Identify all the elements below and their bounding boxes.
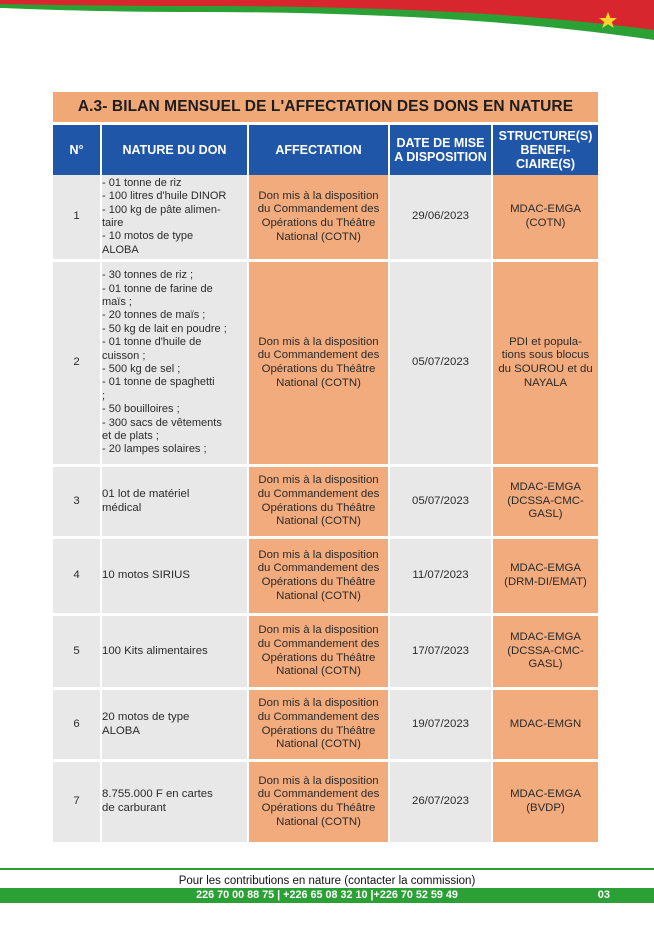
row-structure-line: MDAC-EMGA — [510, 631, 581, 644]
row-date: 19/07/2023 — [390, 690, 493, 762]
row-nature-line: - 20 tonnes de maïs ; — [102, 309, 206, 322]
row-structure — [493, 690, 598, 762]
row-affectation-line: National (COTN) — [276, 589, 361, 602]
row-nature-line: - 01 tonne de farine de — [102, 282, 213, 295]
row-affectation — [249, 616, 390, 690]
row-nature-line: 01 lot de matériel — [102, 487, 190, 500]
row-nature-line: ALOBA — [102, 724, 140, 737]
row-nature — [102, 539, 249, 616]
row-date: 17/07/2023 — [390, 616, 493, 690]
row-affectation-line: du Commandement des — [257, 788, 380, 801]
row-affectation-line: Don mis à la disposition — [258, 624, 379, 637]
row-number: 6 — [53, 690, 102, 762]
row-affectation-line: du Commandement des — [257, 562, 380, 575]
row-affectation-line: Don mis à la disposition — [258, 335, 379, 348]
row-structure — [493, 262, 598, 467]
header-nature: NATURE DU DON — [102, 125, 249, 175]
row-nature-line: - 10 motos de type — [102, 230, 194, 243]
header-structure-line-3: CIAIRE(S) — [515, 157, 576, 171]
row-date: 05/07/2023 — [390, 262, 493, 467]
row-structure — [493, 467, 598, 539]
row-nature-line: médical — [102, 501, 142, 514]
row-affectation-line: Opérations du Théâtre — [261, 802, 376, 814]
donations-table — [53, 125, 598, 845]
row-nature-line: 10 motos SIRIUS — [102, 569, 190, 582]
table-row — [53, 539, 598, 616]
footer-contact-text: Pour les contributions en nature (contacter la commission) — [178, 875, 476, 887]
row-structure-line: (BVDP) — [526, 802, 565, 814]
row-structure-line: MDAC-EMGA — [510, 203, 581, 216]
row-nature — [102, 262, 249, 467]
row-affectation-line: National (COTN) — [276, 665, 361, 678]
row-affectation-line: National (COTN) — [276, 230, 361, 243]
row-affectation-line: du Commandement des — [257, 710, 380, 723]
table-row — [53, 175, 598, 262]
row-nature-line: - 100 litres d'huile DINOR — [102, 190, 227, 203]
row-affectation-line: du Commandement des — [257, 487, 380, 500]
row-affectation-line: du Commandement des — [257, 349, 380, 362]
row-affectation-line: Opérations du Théâtre — [261, 724, 376, 737]
footer-phone-numbers: 226 70 00 88 75 | +226 65 08 32 10 |+226 70 52 59 49 — [196, 889, 458, 901]
row-nature-line: - 300 sacs de vêtements — [102, 416, 222, 429]
row-nature — [102, 175, 249, 262]
row-structure — [493, 616, 598, 690]
row-nature-line: cuisson ; — [102, 349, 146, 362]
row-nature-line: 8.755.000 F en cartes — [102, 788, 213, 801]
row-structure-line: MDAC-EMGA — [510, 788, 581, 801]
row-affectation — [249, 262, 390, 467]
table-row — [53, 262, 598, 467]
row-affectation-line: Opérations du Théâtre — [261, 501, 376, 514]
row-nature-line: - 50 bouilloires ; — [102, 403, 180, 416]
row-affectation — [249, 175, 390, 262]
row-nature-line: - 100 kg de pâte alimen- — [102, 203, 221, 216]
header-date-line-2: A DISPOSITION — [394, 150, 487, 164]
row-structure — [493, 175, 598, 262]
row-nature-line: 20 motos de type — [102, 710, 190, 723]
header-structure — [493, 125, 598, 175]
row-nature-line: - 500 kg de sel ; — [102, 363, 181, 375]
flag-header-band — [0, 0, 654, 40]
header-date — [390, 125, 493, 175]
footer-band — [0, 888, 654, 903]
row-date: 11/07/2023 — [390, 539, 493, 616]
row-affectation-line: Opérations du Théâtre — [261, 363, 376, 375]
row-structure-line: (DCSSA-CMC- — [507, 494, 584, 507]
row-structure-line: PDI et popula- — [509, 335, 582, 348]
row-structure-line: MDAC-EMGN — [509, 717, 582, 730]
row-affectation-line: National (COTN) — [276, 738, 361, 751]
row-affectation-line: National (COTN) — [276, 515, 361, 528]
table-header-row — [53, 125, 598, 175]
row-structure — [493, 762, 598, 845]
row-affectation-line: Opérations du Théâtre — [261, 651, 376, 664]
row-nature-line: - 20 lampes solaires ; — [102, 443, 207, 456]
row-structure-line: MDAC-EMGA — [510, 562, 581, 575]
row-nature-line: ALOBA — [102, 243, 139, 256]
row-nature-line: de carburant — [102, 802, 166, 814]
row-affectation — [249, 690, 390, 762]
row-nature — [102, 467, 249, 539]
row-nature-line: - 01 tonne d'huile de — [102, 336, 202, 349]
row-structure-line: du SOUROU et du — [498, 363, 593, 375]
row-nature-line: ; — [102, 389, 106, 402]
row-affectation-line: National (COTN) — [276, 376, 361, 389]
table-body — [53, 175, 598, 845]
row-date: 26/07/2023 — [390, 762, 493, 845]
header-structure-line-2: BENEFI- — [520, 143, 571, 157]
row-structure-line: GASL) — [528, 508, 563, 521]
row-nature-line: 100 Kits alimentaires — [102, 644, 208, 657]
row-structure-line: (DRM-DI/EMAT) — [504, 576, 587, 588]
header-affectation: AFFECTATION — [249, 125, 390, 175]
row-affectation-line: Don mis à la disposition — [258, 697, 379, 710]
row-affectation-line: Opérations du Théâtre — [261, 576, 376, 588]
table-row — [53, 467, 598, 539]
row-nature-line: - 01 tonne de riz — [102, 176, 182, 189]
row-structure-line: (COTN) — [525, 217, 566, 229]
row-number: 1 — [53, 175, 102, 262]
row-affectation-line: Don mis à la disposition — [258, 474, 379, 487]
row-nature — [102, 616, 249, 690]
row-structure-line: MDAC-EMGA — [510, 481, 581, 494]
table-row — [53, 762, 598, 845]
row-number: 3 — [53, 467, 102, 539]
table-title: A.3- BILAN MENSUEL DE L'AFFECTATION DES DONS EN NATURE — [53, 92, 598, 122]
row-affectation — [249, 539, 390, 616]
row-affectation-line: Don mis à la disposition — [258, 548, 379, 561]
row-nature-line: - 01 tonne de spaghetti — [102, 376, 215, 389]
row-number: 5 — [53, 616, 102, 690]
row-nature-line: maïs ; — [102, 295, 132, 308]
row-affectation-line: National (COTN) — [276, 815, 361, 828]
row-date: 05/07/2023 — [390, 467, 493, 539]
row-number: 7 — [53, 762, 102, 845]
row-nature — [102, 690, 249, 762]
row-nature — [102, 762, 249, 845]
row-structure — [493, 539, 598, 616]
row-nature-line: et de plats ; — [102, 430, 159, 443]
row-nature-line: - 30 tonnes de riz ; — [102, 269, 194, 282]
page-number: 03 — [597, 889, 610, 901]
row-structure-line: GASL) — [528, 658, 563, 671]
row-affectation-line: Don mis à la disposition — [258, 189, 379, 202]
row-structure-line: tions sous blocus — [501, 349, 590, 362]
row-structure-line: (DCSSA-CMC- — [507, 644, 584, 657]
footer-divider — [0, 868, 654, 870]
header-structure-line-1: STRUCTURE(S) — [498, 129, 593, 143]
row-affectation-line: Opérations du Théâtre — [261, 217, 376, 229]
row-affectation-line: Don mis à la disposition — [258, 774, 379, 787]
row-nature-line: - 50 kg de lait en poudre ; — [102, 322, 227, 335]
row-number: 2 — [53, 262, 102, 467]
header-number: N° — [53, 125, 102, 175]
row-affectation — [249, 762, 390, 845]
row-affectation — [249, 467, 390, 539]
row-affectation-line: du Commandement des — [257, 203, 380, 216]
header-date-line-1: DATE DE MISE — [396, 136, 485, 150]
table-row — [53, 690, 598, 762]
row-structure-line: NAYALA — [523, 376, 568, 389]
row-date: 29/06/2023 — [390, 175, 493, 262]
row-nature-line: taire — [102, 217, 124, 229]
table-row — [53, 616, 598, 690]
row-affectation-line: du Commandement des — [257, 637, 380, 650]
row-number: 4 — [53, 539, 102, 616]
